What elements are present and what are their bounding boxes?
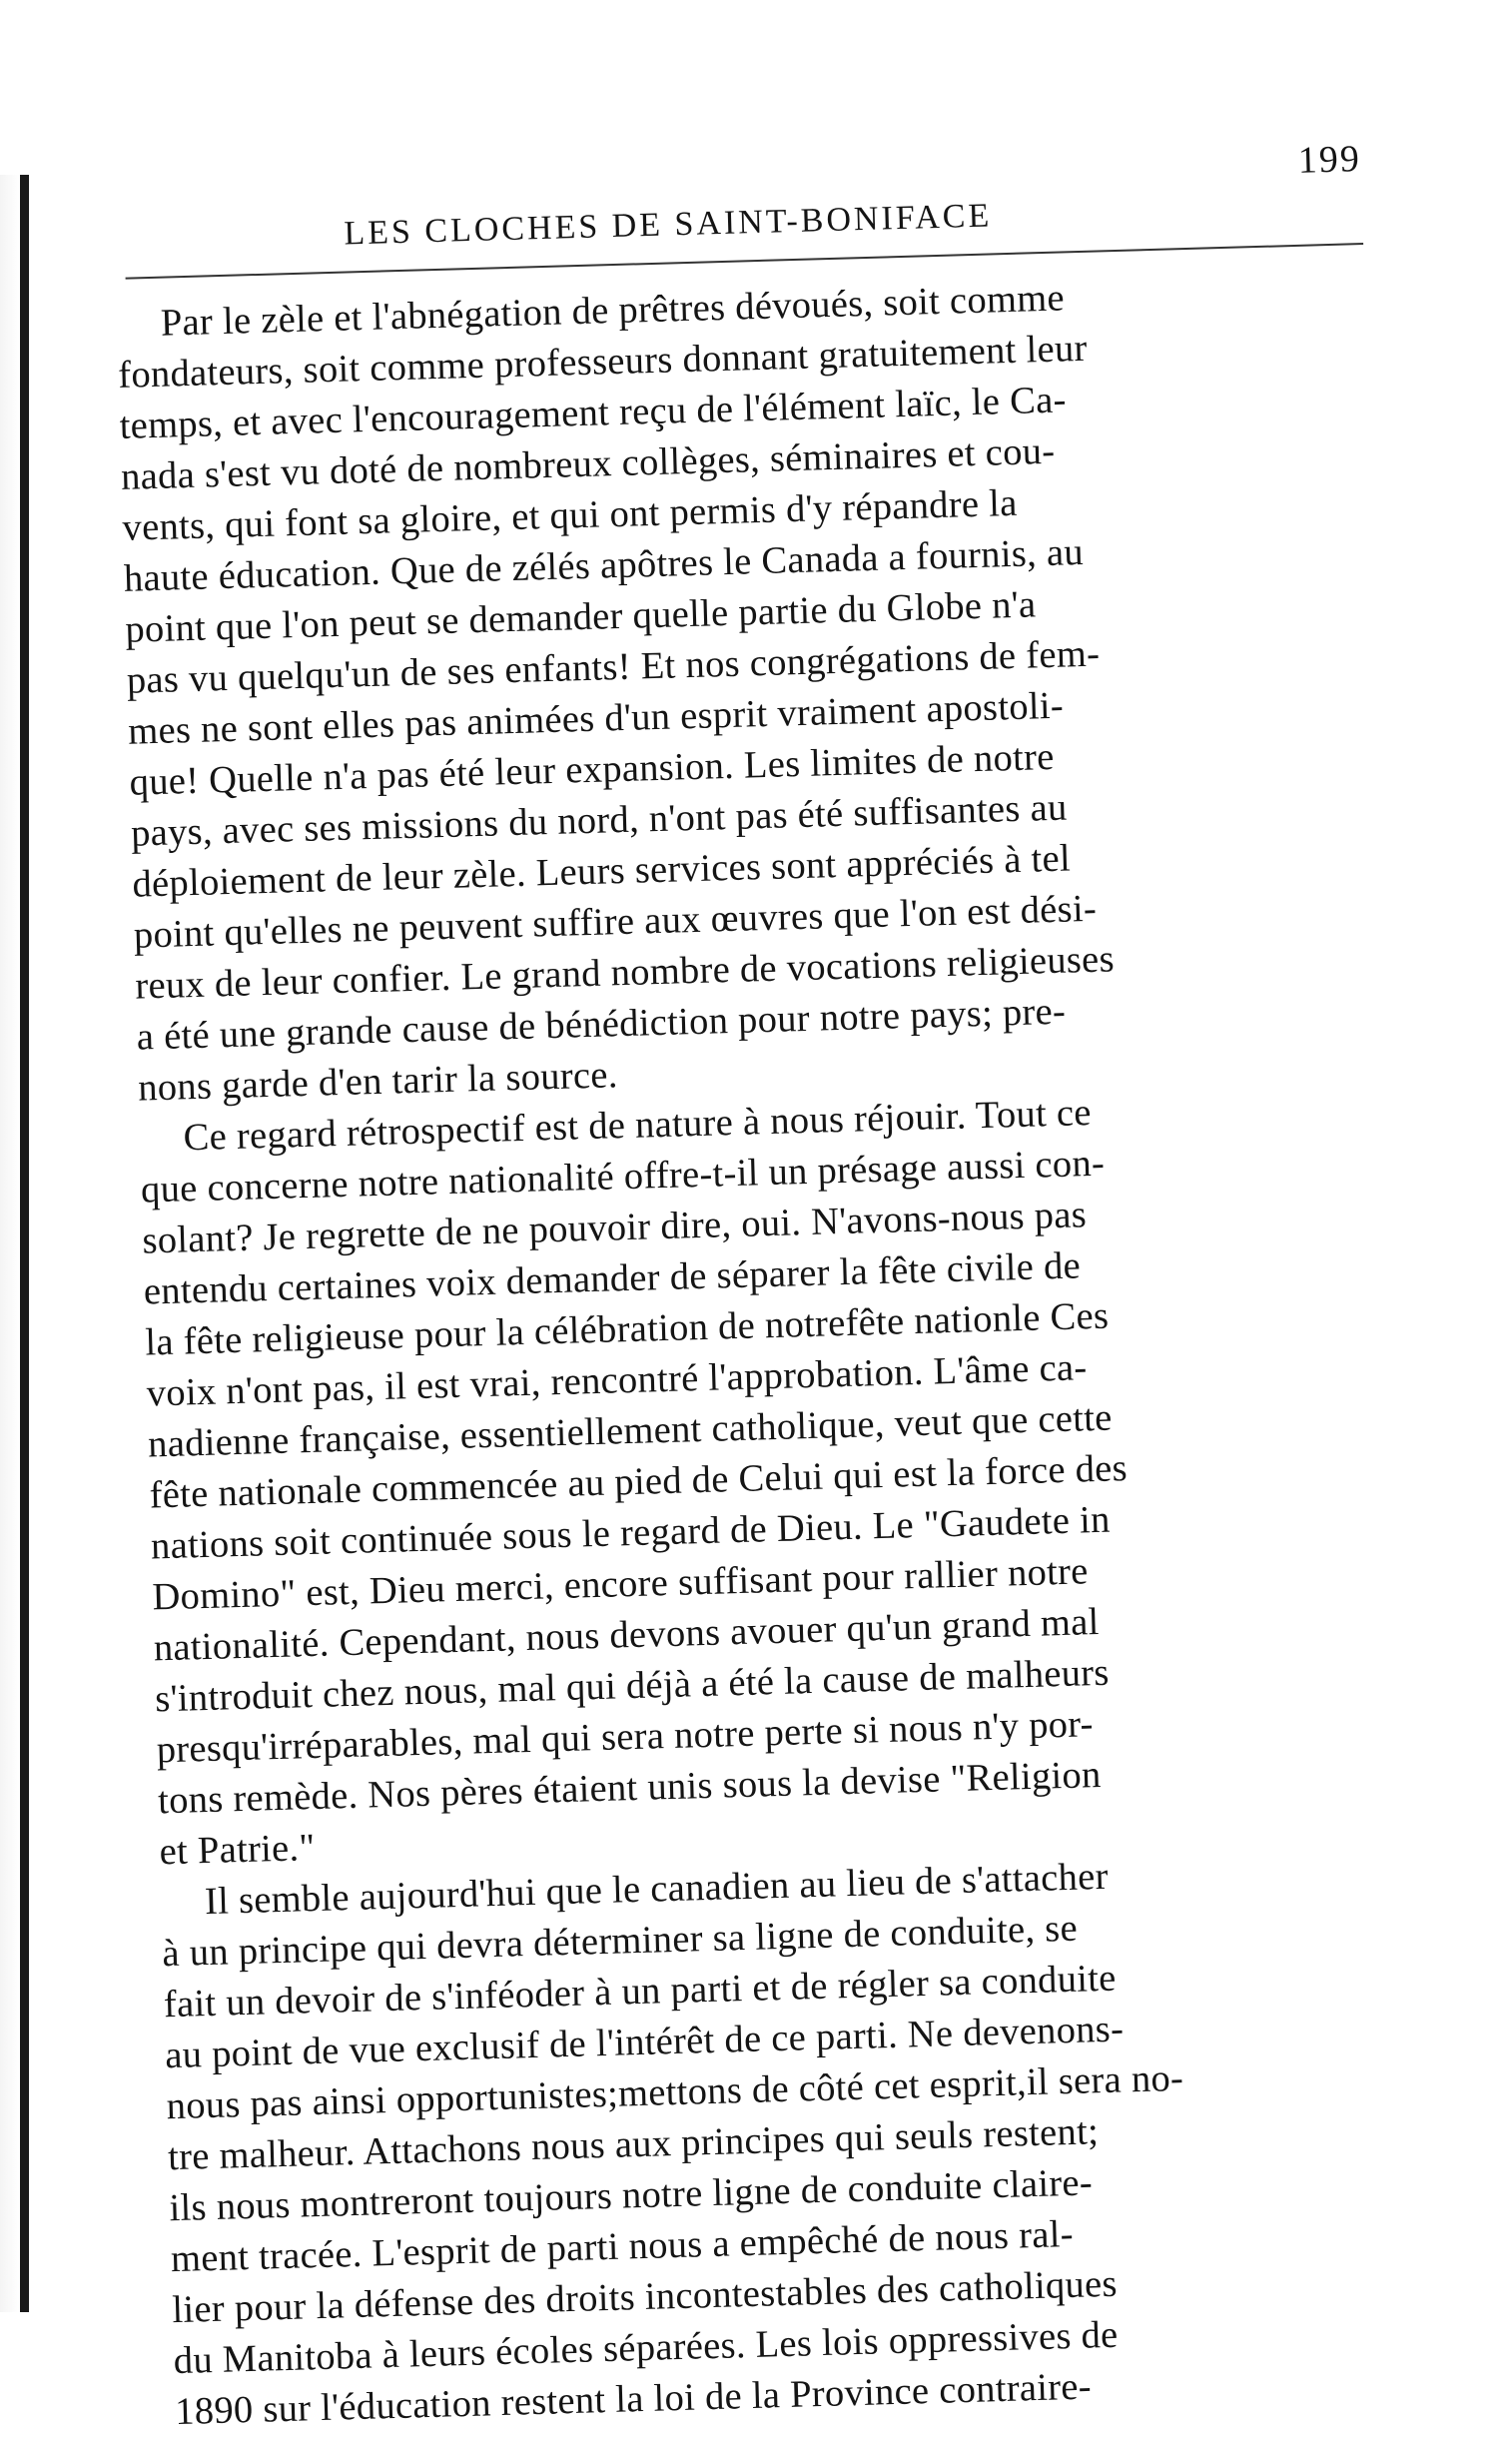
text-line: presqu'irréparables, mal qui sera notre perte si nous n'y por-: [156, 1703, 1095, 1772]
text-line: 1890 sur l'éducation restent la loi de la Province contraire-: [174, 2365, 1093, 2434]
text-line: au point de vue exclusif de l'intérêt de ce parti. Ne devenons-: [164, 2008, 1125, 2077]
text-line: fête nationale commencée au pied de Celui qui est la force des: [149, 1447, 1129, 1517]
text-line: s'introduit chez nous, mal qui déjà a été la cause de malheurs: [154, 1651, 1111, 1721]
text-line: entendu certaines voix demander de séparer la fête civile de: [143, 1244, 1082, 1313]
text-line: tons remède. Nos pères étaient unis sous la devise "Religion: [157, 1753, 1103, 1823]
text-line: vents, qui font sa gloire, et qui ont permis d'y répandre la: [121, 481, 1019, 549]
text-line: fondateurs, soit comme professeurs donnant gratuitement leur: [117, 327, 1089, 397]
page-number: 199: [1297, 138, 1362, 182]
text-line: fait un devoir de s'inféoder à un parti et de régler sa conduite: [163, 1957, 1118, 2027]
running-title: LES CLOCHES DE SAINT-BONIFACE: [343, 197, 993, 253]
text-line: voix n'ont pas, il est vrai, rencontré l'approbation. L'âme ca-: [146, 1346, 1089, 1415]
body-text: [115, 225, 1423, 2438]
text-line: nations soit continuée sous le regard de Dieu. Le "Gaudete in: [150, 1498, 1112, 1568]
text-line: ils nous montreront toujours notre ligne de conduite claire-: [168, 2161, 1094, 2230]
text-line: du Manitoba à leurs écoles séparées. Les lois oppressives de: [173, 2313, 1120, 2383]
text-line: déploiement de leur zèle. Leurs services sont appréciés à tel: [131, 837, 1072, 906]
text-line: a été une grande cause de bénédiction pour notre pays; pre-: [136, 990, 1067, 1059]
text-line: nous pas ainsi opportunistes;mettons de côté cet esprit,il sera no-: [166, 2056, 1184, 2128]
text-line: nadienne française, essentiellement catholique, veut que cette: [147, 1396, 1114, 1466]
text-line: et Patrie.": [159, 1826, 316, 1874]
text-line: pas vu quelqu'un de ses enfants! Et nos congrégations de fem-: [126, 632, 1101, 702]
text-line: la fête religieuse pour la célébration de notrefête nationle Ces: [144, 1294, 1110, 1364]
text-line: nons garde d'en tarir la source.: [137, 1054, 619, 1110]
text-line: tre malheur. Attachons nous aux principes qui seuls restent;: [167, 2110, 1100, 2179]
text-line: temps, et avec l'encouragement reçu de l'élément laïc, le Ca-: [119, 379, 1068, 447]
text-line: Domino" est, Dieu merci, encore suffisant pour rallier notre: [151, 1550, 1090, 1619]
text-line: mes ne sont elles pas animées d'un esprit vraiment apostoli-: [127, 684, 1065, 753]
binding-shadow: [0, 175, 20, 2312]
text-line: point que l'on peut se demander quelle partie du Globe n'a: [124, 583, 1037, 651]
text-line: haute éducation. Que de zélés apôtres le Canada a fournis, au: [123, 531, 1085, 600]
text-line: à un principe qui devra déterminer sa ligne de conduite, se: [161, 1907, 1079, 1976]
text-line: lier pour la défense des droits incontestables des catholiques: [171, 2262, 1119, 2332]
text-line: pays, avec ses missions du nord, n'ont pas été suffisantes au: [130, 786, 1069, 855]
text-line: Il semble aujourd'hui que le canadien au lieu de s'attacher: [204, 1855, 1110, 1924]
text-line: ment tracée. L'esprit de parti nous a empêché de nous ral-: [170, 2212, 1075, 2281]
text-line: Par le zèle et l'abnégation de prêtres dévoués, soit comme: [160, 277, 1066, 345]
text-line: Ce regard rétrospectif est de nature à nous réjouir. Tout ce: [183, 1092, 1093, 1160]
text-line: que concerne notre nationalité offre-t-il un présage aussi con-: [140, 1142, 1106, 1212]
text-line: nationalité. Cependant, nous devons avouer qu'un grand mal: [153, 1600, 1101, 1670]
page-block: [112, 115, 1424, 2438]
text-line: point qu'elles ne peuvent suffire aux œuvres que l'on est dési-: [133, 887, 1098, 957]
text-line: nada s'est vu doté de nombreux collèges, séminaires et cou-: [120, 429, 1056, 498]
text-line: solant? Je regrette de ne pouvoir dire, oui. N'avons-nous pas: [141, 1194, 1088, 1262]
text-line: reux de leur confier. Le grand nombre de vocations religieuses: [134, 938, 1116, 1008]
binding-edge: [20, 175, 29, 2312]
text-line: que! Quelle n'a pas été leur expansion. Les limites de notre: [129, 735, 1056, 804]
